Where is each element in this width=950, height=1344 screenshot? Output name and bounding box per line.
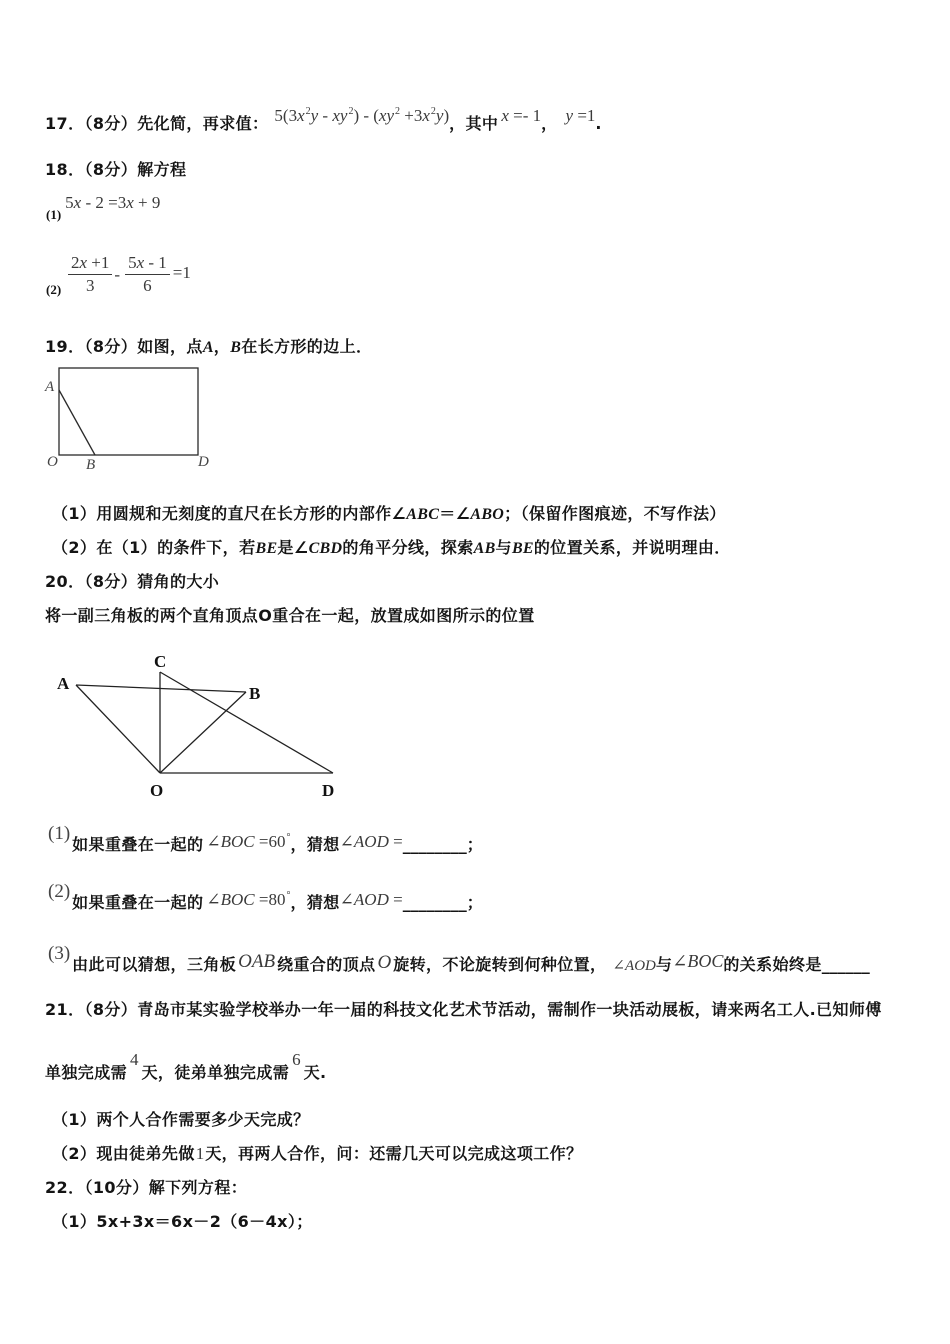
q20-p3-text: 的关系始终是 bbox=[723, 955, 822, 974]
q19-p2-text: 是∠ bbox=[277, 538, 309, 557]
triangle-figure bbox=[50, 648, 350, 803]
q20-part2 bbox=[48, 881, 484, 916]
expr-variable: xy bbox=[332, 106, 348, 125]
angle-symbol: ∠ bbox=[612, 958, 626, 974]
q18-part1 bbox=[46, 193, 161, 225]
expr-exponent: 2 bbox=[395, 106, 401, 117]
q20-p2-text: ，猜想 bbox=[290, 893, 340, 912]
expr-term: ) - ( bbox=[353, 106, 379, 125]
angle-name: AOD bbox=[353, 832, 389, 851]
q19-p1-text: ＝∠ bbox=[439, 504, 471, 523]
q21-text: 天. bbox=[303, 1063, 327, 1082]
q22-title: 22．（10分）解下列方程： bbox=[45, 1178, 248, 1197]
q21-p2-text: （2）现由徒弟先做 bbox=[52, 1144, 195, 1163]
segment-ob bbox=[160, 692, 246, 773]
equals-sign: = bbox=[388, 832, 403, 851]
fraction-2 bbox=[125, 253, 170, 296]
asked-angle bbox=[340, 890, 403, 909]
angle-symbol: ∠ bbox=[339, 890, 354, 909]
y-variable: y bbox=[565, 106, 574, 125]
part-number: (3) bbox=[48, 943, 71, 964]
expr-term: +1 bbox=[87, 253, 110, 272]
q20-p3-text: 由此可以猜想，三角板 bbox=[72, 955, 237, 974]
angle-name: AOD bbox=[353, 890, 389, 909]
expr-term: ) bbox=[443, 106, 450, 125]
angle-name: AOD bbox=[625, 958, 656, 974]
q19-p2-text: 与 bbox=[495, 538, 512, 557]
q20-p3-text: 旋转，不论旋转到何种位置， bbox=[393, 955, 607, 974]
expr-term: - 2 =3 bbox=[81, 193, 127, 212]
angle-symbol: ∠ bbox=[339, 832, 354, 851]
answer-blank: ________ bbox=[402, 835, 467, 854]
angle-name: BOC bbox=[687, 951, 724, 971]
q21-part1: （1）两个人合作需要多少天完成？ bbox=[52, 1110, 310, 1129]
point-b: B bbox=[230, 339, 242, 356]
expr-variable: x bbox=[73, 193, 82, 212]
q18-equation1 bbox=[65, 193, 160, 212]
q20-title: 20．（8分）猜角的大小 bbox=[45, 572, 220, 591]
answer-blank: ______ bbox=[821, 955, 870, 974]
apprentice-days: 6 bbox=[292, 1050, 301, 1069]
expr-term: 2 bbox=[71, 253, 80, 272]
expr-variable: x bbox=[136, 253, 145, 272]
minus-sign: - bbox=[114, 264, 121, 284]
q19-part2 bbox=[52, 538, 731, 559]
label-o: O bbox=[150, 781, 164, 800]
part-number: (1) bbox=[48, 823, 71, 844]
vertex-name: O bbox=[377, 952, 392, 973]
segment-be: BE bbox=[511, 540, 534, 557]
expr-term: - 1 bbox=[144, 253, 167, 272]
angle-value: =60 bbox=[254, 832, 286, 851]
q18-part2-number bbox=[46, 279, 61, 300]
q21-line1: 21．（8分）青岛市某实验学校举办一年一届的科技文化艺术节活动，需制作一块活动展板，请来两名工人.已知师傅 bbox=[45, 1000, 882, 1019]
given-angle bbox=[206, 890, 290, 909]
q19-text: 在长方形的边上． bbox=[241, 337, 373, 356]
angle-symbol: ∠ bbox=[672, 951, 688, 971]
q20-p1-end: ； bbox=[466, 835, 484, 854]
label-d: D bbox=[198, 454, 209, 470]
expr-variable: x bbox=[297, 106, 305, 125]
q20-p3-text: 绕重合的顶点 bbox=[277, 955, 376, 974]
q20-p1-text: 如果重叠在一起的 bbox=[72, 835, 204, 854]
x-variable: x bbox=[501, 106, 509, 125]
expr-variable: xy bbox=[378, 106, 395, 125]
answer-blank: ________ bbox=[402, 893, 467, 912]
angle-symbol: ∠ bbox=[206, 832, 221, 851]
master-days: 4 bbox=[130, 1050, 139, 1069]
q17-end: . bbox=[595, 114, 602, 133]
q20-p2-end: ； bbox=[466, 893, 484, 912]
degree-sign: ° bbox=[286, 890, 291, 901]
expr-term: 5(3 bbox=[274, 106, 298, 125]
label-a: A bbox=[57, 674, 70, 693]
segment-ab bbox=[76, 685, 246, 692]
expr-term: - bbox=[318, 106, 333, 125]
rectangle-figure bbox=[40, 360, 220, 475]
q17-line bbox=[45, 106, 602, 137]
part-number: (1) bbox=[46, 207, 62, 222]
label-a: A bbox=[45, 379, 55, 395]
angle-boc bbox=[672, 951, 723, 971]
fraction-denominator: 6 bbox=[143, 276, 152, 295]
q20-intro: 将一副三角板的两个直角顶点O重合在一起，放置成如图所示的位置 bbox=[45, 606, 535, 625]
segment-ab bbox=[59, 390, 95, 455]
degree-sign: ° bbox=[286, 832, 291, 843]
expr-term: +3 bbox=[400, 106, 423, 125]
expr-term: + 9 bbox=[133, 193, 161, 212]
q19-p1-text: （1）用圆规和无刻度的直尺在长方形的内部作∠ bbox=[52, 504, 407, 523]
q21-line2 bbox=[45, 1050, 327, 1083]
expr-variable: y bbox=[310, 106, 319, 125]
expr-exponent: 2 bbox=[305, 106, 311, 117]
label-c: C bbox=[154, 652, 167, 671]
expr-term: 5 bbox=[65, 193, 74, 212]
label-d: D bbox=[322, 781, 335, 800]
angle-cbd: CBD bbox=[308, 540, 343, 557]
q18-equation2 bbox=[68, 253, 191, 296]
q17-where: ，其中 bbox=[449, 114, 499, 133]
q20-p2-text: 如果重叠在一起的 bbox=[72, 893, 204, 912]
q17-expression bbox=[274, 106, 449, 125]
expr-variable: x bbox=[79, 253, 88, 272]
label-b: B bbox=[86, 457, 96, 473]
expr-exponent: 2 bbox=[348, 106, 354, 117]
q22-part1: （1）5x+3x＝6x－2（6－4x）； bbox=[52, 1212, 313, 1231]
triangle-name: OAB bbox=[238, 951, 276, 972]
equals-sign: = bbox=[388, 890, 403, 909]
q19-text: ， bbox=[213, 337, 231, 356]
q19-title bbox=[45, 337, 372, 358]
segment-ab: AB bbox=[473, 540, 496, 557]
rectangle bbox=[59, 368, 198, 455]
segment-be: BE bbox=[255, 540, 278, 557]
expr-variable: x bbox=[126, 193, 134, 212]
q21-p2-text: 天，再两人合作，问：还需几天可以完成这项工作？ bbox=[205, 1144, 583, 1163]
q19-p2-text: 的角平分线，探索 bbox=[342, 538, 474, 557]
expr-term: 5 bbox=[128, 253, 137, 272]
q21-part2 bbox=[52, 1144, 582, 1164]
given-angle bbox=[206, 832, 290, 851]
angle-name: BOC bbox=[220, 832, 255, 851]
q21-text: 单独完成需 bbox=[45, 1063, 128, 1082]
q20-part3 bbox=[48, 943, 870, 976]
q17-label: 17．（8分）先化简，再求值： bbox=[45, 114, 269, 133]
fraction-numerator bbox=[68, 253, 112, 275]
q21-text: 天，徒弟单独完成需 bbox=[141, 1063, 290, 1082]
label-b: B bbox=[249, 684, 261, 703]
part-number: (2) bbox=[48, 881, 71, 902]
angle-abo: ABO bbox=[470, 506, 505, 523]
asked-angle bbox=[340, 832, 403, 851]
fraction-numerator bbox=[125, 253, 170, 275]
angle-aod bbox=[612, 958, 655, 974]
angle-value: =80 bbox=[254, 890, 286, 909]
label-o: O bbox=[47, 454, 58, 470]
q20-part1 bbox=[48, 823, 484, 858]
q19-p2-text: （2）在（1）的条件下，若 bbox=[52, 538, 256, 557]
part-number: (2) bbox=[46, 282, 62, 297]
q18-title: 18．（8分）解方程 bbox=[45, 160, 187, 179]
first-days: 1 bbox=[195, 1144, 205, 1163]
expr-variable: x bbox=[422, 106, 430, 125]
q19-p2-text: 的位置关系，并说明理由． bbox=[533, 538, 731, 557]
q19-text: 19．（8分）如图，点 bbox=[45, 337, 203, 356]
q19-part1 bbox=[52, 504, 726, 525]
expr-variable: y bbox=[435, 106, 444, 125]
point-a: A bbox=[202, 339, 214, 356]
q17-x-condition bbox=[501, 106, 541, 125]
segment-cd bbox=[160, 672, 333, 773]
y-value: =1 bbox=[573, 106, 596, 125]
segment-ao bbox=[76, 685, 160, 773]
q19-p1-text: ；（保留作图痕迹，不写作法） bbox=[504, 504, 726, 523]
angle-name: BOC bbox=[220, 890, 255, 909]
fraction-1 bbox=[68, 253, 112, 296]
equation-rhs: =1 bbox=[172, 262, 191, 282]
x-value: =- 1 bbox=[508, 106, 542, 125]
expr-exponent: 2 bbox=[430, 106, 436, 117]
q17-y-condition bbox=[566, 106, 596, 125]
angle-symbol: ∠ bbox=[206, 890, 221, 909]
q17-comma: ， bbox=[541, 114, 558, 133]
fraction-denominator: 3 bbox=[85, 276, 95, 295]
angle-abc: ABC bbox=[406, 506, 440, 523]
q20-p1-text: ，猜想 bbox=[290, 835, 340, 854]
q20-p3-text: 与 bbox=[655, 955, 673, 974]
